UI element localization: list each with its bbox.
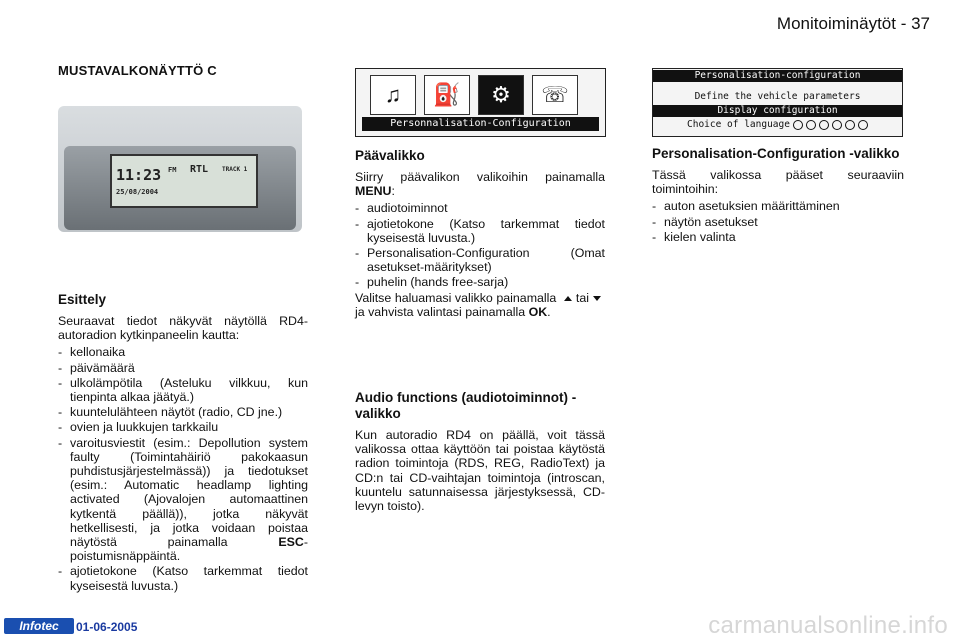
infotec-logo: Infotec (4, 618, 74, 634)
intro-list (58, 345, 308, 592)
list-item (58, 436, 308, 564)
esc-key: ESC (278, 535, 304, 550)
list-item: - Personalisation-Configuration (Omat asetukset-määritykset) (355, 246, 605, 274)
screen-row-language: Choice of language (653, 119, 902, 131)
list-item: - audiotoiminnot (355, 201, 605, 215)
flag-icon (858, 120, 868, 130)
select-instructions: Valitse haluamasi valikko painamalla taija vahvista valintasi painamalla OK. (355, 291, 605, 319)
list-item: - ajotietokone (Katso tarkemmat tiedot kyseisestä luvusta.) (355, 217, 605, 245)
flag-icon (819, 120, 829, 130)
main-menu-screen (355, 68, 606, 137)
intro-section (58, 292, 308, 594)
main-menu-title: Päävalikko (355, 148, 425, 163)
warning-text: varoitusviestit (esim.: Depollution system faulty (Toimintahäiriö pakokaasun puhdistusjärjestelmässä)) ja tiedotukset (esim.: Automatic headlamp lighting activated (Ajovalojen automaattinen kytkentä päällä)), jotka näkyvät hetkellisesti, ja jotka voidaan poistaa näytöstä painamalla (70, 435, 308, 550)
main-menu-intro: Siirry päävalikon valikoihin painamalla MENU: (355, 170, 605, 199)
flag-icon (845, 120, 855, 130)
audio-title: Audio functions (audiotoiminnot) -valikko (355, 390, 577, 421)
menu-key: MENU (355, 184, 392, 199)
config-title: Personalisation-Configuration -valikko (652, 146, 900, 161)
dashboard-photo (58, 106, 302, 232)
config-section (652, 146, 904, 245)
display-station: RTL (190, 164, 209, 175)
settings-sliders-icon: ⚙ (478, 75, 524, 115)
display-time: 11:23 (116, 166, 162, 184)
audio-section (355, 390, 605, 516)
footer-date: 01-06-2005 (76, 620, 138, 634)
list-item: - ajotietokone (Katso tarkemmat tiedot kyseisestä luvusta.) (58, 564, 308, 592)
audio-text: Kun autoradio RD4 on päällä, voit tässä valikossa ottaa käyttöön tai poistaa käytöstä radion toimintoja (RDS, REG, RadioText) ja CD:n tai CD-vaihtajan toimintoja (introscan, kuuntelu satunnaisessa järjestyksessä, CD-levyn toisto). (355, 428, 605, 514)
list-item: - kielen valinta (652, 230, 904, 244)
arrow-up-icon (564, 296, 572, 301)
phone-icon: ☏ (532, 75, 578, 115)
flag-icon (793, 120, 803, 130)
config-intro: Tässä valikossa pääset seuraaviin toimintoihin: (652, 168, 904, 197)
flag-icon (832, 120, 842, 130)
display-screen (110, 154, 258, 208)
list-item: - näytön asetukset (652, 215, 904, 229)
esc-suffix: -poistumisnäppäintä. (70, 535, 308, 564)
intro-text: Seuraavat tiedot näkyvät näytöllä RD4-autoradion kytkinpaneelin kautta: (58, 314, 308, 343)
config-list (652, 199, 904, 244)
dashboard-panel (64, 146, 296, 230)
flag-icon (806, 120, 816, 130)
page-header: Monitoiminäytöt - 37 (776, 14, 930, 33)
audio-icon: ♫ (370, 75, 416, 115)
list-item: - ovien ja luukkujen tarkkailu (58, 420, 308, 434)
list-item: - päivämäärä (58, 361, 308, 375)
list-item: - puhelin (hands free-sarja) (355, 275, 605, 289)
watermark: carmanualsonline.info (708, 612, 948, 639)
main-menu-section (355, 148, 605, 322)
display-date: 25/08/2004 (116, 188, 159, 196)
display-fm: FM (168, 166, 177, 174)
ok-key: OK (528, 304, 548, 319)
display-track: TRACK 1 (222, 166, 248, 173)
section-heading: MUSTAVALKONÄYTTÖ C (58, 63, 217, 78)
main-menu-list (355, 201, 605, 289)
list-item: - kuuntelulähteen näytöt (radio, CD jne.) (58, 405, 308, 419)
arrow-down-icon (593, 296, 601, 301)
screen-selected-bar: Personnalisation-Configuration (362, 117, 599, 131)
screen-row-title: Personalisation-configuration (653, 70, 902, 82)
intro-title: Esittely (58, 292, 107, 307)
list-item: - ulkolämpötila (Asteluku vilkkuu, kun tienpinta alkaa jäätyä.) (58, 376, 308, 404)
list-item: - auton asetuksien määrittäminen (652, 199, 904, 213)
screen-row-display: Display configuration (653, 105, 902, 117)
list-item: - kellonaika (58, 345, 308, 359)
column-left (58, 64, 308, 78)
config-screen (652, 68, 903, 137)
fuel-pump-icon: ⛽ (424, 75, 470, 115)
screen-row-vehicle: Define the vehicle parameters (694, 91, 861, 102)
menu-icons (370, 75, 578, 115)
